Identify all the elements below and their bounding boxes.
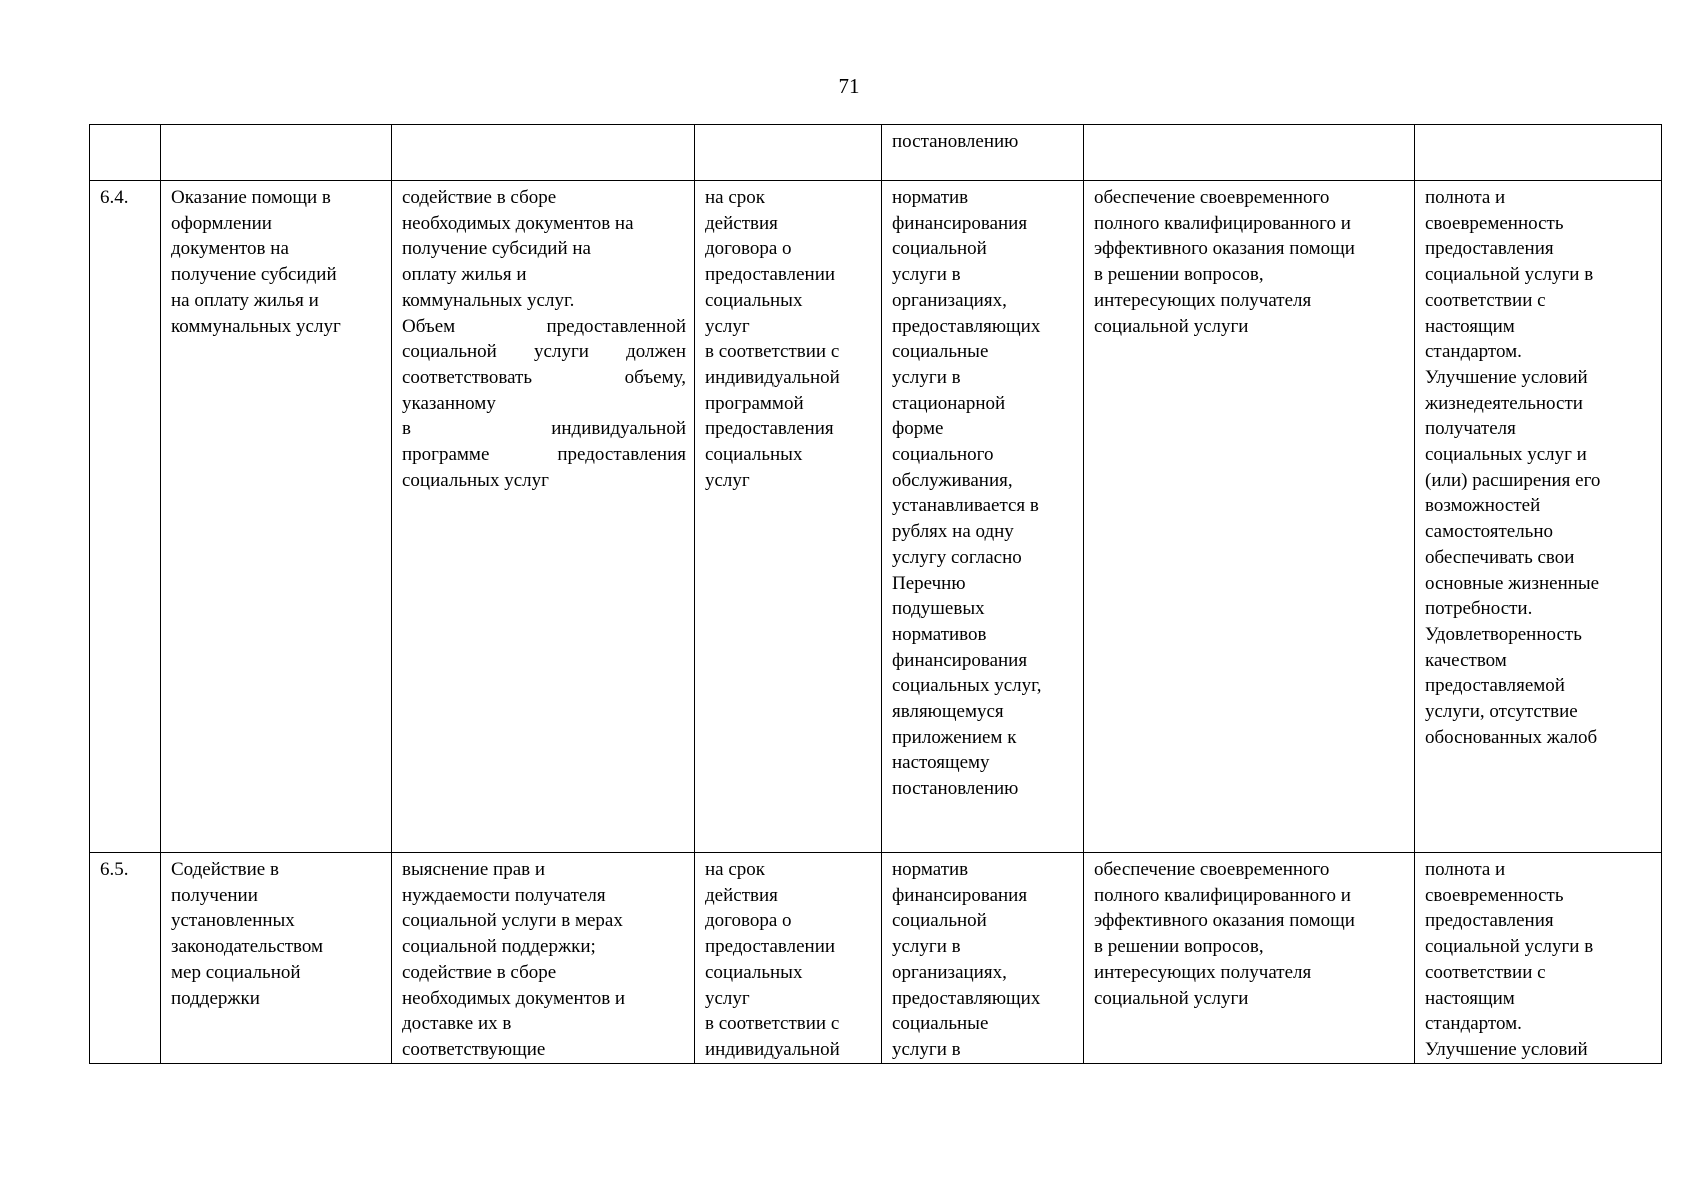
cell-line: получении [171, 884, 258, 906]
cell-line: услуги в [892, 264, 961, 286]
cell-line: Улучшение условий [1425, 366, 1588, 388]
cell-line: Удовлетворенность [1425, 623, 1582, 645]
cell-line: полнота и [1425, 187, 1506, 208]
cell-service-content [392, 853, 695, 1064]
cell-line: документов на [171, 238, 289, 260]
cell-line: соответствовать объему, [402, 366, 686, 388]
cell-line: Объем предоставленной [402, 315, 686, 337]
cell-line: предоставляемой [1425, 675, 1565, 697]
cell-line: в решении вопросов, [1094, 936, 1264, 958]
cell-line: услуги в [892, 936, 961, 958]
cell-line: на оплату жилья и [171, 289, 319, 311]
cell-line: социальных [705, 289, 803, 311]
cell-line: предоставлении [705, 936, 836, 958]
cell-line: интересующих получателя [1094, 289, 1312, 311]
cell-service-content [392, 181, 695, 853]
cell-line: договора о [705, 238, 792, 260]
cell-line: обеспечение своевременного [1094, 859, 1330, 880]
cell-line: предоставления [705, 418, 834, 440]
cell-line: организациях, [892, 289, 1007, 311]
cell-row-number: 6.5. [90, 853, 161, 1064]
cell-line: финансирования [892, 212, 1028, 234]
cell-financing-norm [882, 853, 1084, 1064]
cell-line: финансирования [892, 884, 1028, 906]
cell-line: соответствии с [1425, 289, 1546, 311]
cell-line: услуг [705, 469, 750, 491]
cell-line: услуг [705, 315, 750, 337]
cell-line: социальных [705, 961, 803, 983]
cell-line: необходимых документов и [402, 987, 626, 1009]
cell-line: эффективного оказания помощи [1094, 238, 1355, 260]
cell-line: своевременность [1425, 212, 1564, 234]
cell-line: договора о [705, 910, 792, 932]
cell-line: являющемуся [892, 701, 1004, 723]
cell-line: получателя [1425, 418, 1516, 440]
cell-line: доставке их в [402, 1013, 512, 1035]
cell-line: услуг [705, 987, 750, 1009]
cell-line: норматив [892, 859, 969, 880]
cell-line: финансирования [892, 649, 1028, 671]
cell-line: социальной [892, 238, 987, 260]
cell-line: социальной услуги в мерах [402, 910, 623, 932]
cell-line: возможностей [1425, 495, 1541, 517]
page-number: 71 [838, 74, 860, 98]
cell-line: устанавливается в [892, 495, 1039, 517]
cell-line: индивидуальной [705, 1038, 840, 1060]
cell-line: эффективного оказания помощи [1094, 910, 1355, 932]
cell-line: организациях, [892, 961, 1007, 983]
cell-line: в индивидуальной [402, 418, 686, 440]
cell-line: соответствующие [402, 1038, 546, 1060]
cell-service-name [161, 181, 392, 853]
cell-line: нормативов [892, 623, 987, 645]
cell-line: в соответствии с [705, 1013, 840, 1035]
cell-line: установленных [171, 910, 295, 932]
cell-service-name [161, 125, 392, 181]
cell-quality-indicators [1084, 125, 1415, 181]
cell-line: постановлению [892, 131, 1019, 152]
cell-line: Улучшение условий [1425, 1038, 1588, 1060]
cell-line: поддержки [171, 987, 260, 1009]
cell-line: настоящим [1425, 987, 1515, 1009]
cell-quality-indicators [1084, 181, 1415, 853]
cell-row-number: 6.4. [90, 181, 161, 853]
cell-line: предоставляющих [892, 315, 1041, 337]
table-row [90, 125, 1662, 181]
cell-line: качеством [1425, 649, 1507, 671]
cell-line: стационарной [892, 392, 1006, 414]
table-row [90, 853, 1662, 1064]
cell-line: социальной услуги в [1425, 936, 1594, 958]
cell-line: получение субсидий [171, 264, 337, 286]
cell-line: стандартом. [1425, 1013, 1522, 1035]
cell-line: выяснение прав и [402, 859, 546, 880]
cell-line: соответствии с [1425, 961, 1546, 983]
cell-service-content [392, 125, 695, 181]
cell-line: социальные [892, 341, 989, 363]
cell-line: услугу согласно [892, 546, 1022, 568]
cell-line: обоснованных жалоб [1425, 726, 1598, 748]
cell-line: полного квалифицированного и [1094, 212, 1351, 234]
cell-line: жизнедеятельности [1425, 392, 1583, 414]
cell-line: настоящему [892, 752, 990, 774]
cell-line: социальной услуги в [1425, 264, 1594, 286]
cell-line: коммунальных услуг. [402, 289, 575, 311]
cell-line: в соответствии с [705, 341, 840, 363]
cell-line: потребности. [1425, 598, 1533, 620]
cell-line: услуги в [892, 366, 961, 388]
cell-result-evaluation [1415, 125, 1662, 181]
cell-line: настоящим [1425, 315, 1515, 337]
cell-line: необходимых документов на [402, 212, 634, 234]
cell-line: содействие в сборе [402, 187, 557, 208]
cell-result-evaluation [1415, 181, 1662, 853]
cell-line: индивидуальной [705, 366, 840, 388]
cell-line: форме [892, 418, 944, 440]
cell-line: обслуживания, [892, 469, 1013, 491]
cell-line: действия [705, 212, 778, 234]
cell-line: (или) расширения его [1425, 469, 1601, 491]
cell-financing-norm [882, 125, 1084, 181]
cell-service-term [695, 181, 882, 853]
cell-line: нуждаемости получателя [402, 884, 606, 906]
cell-line: в решении вопросов, [1094, 264, 1264, 286]
cell-line: на срок [705, 187, 766, 208]
cell-line: постановлению [892, 778, 1019, 800]
cell-line: обеспечение своевременного [1094, 187, 1330, 208]
cell-financing-norm [882, 181, 1084, 853]
cell-line: Оказание помощи в [171, 187, 331, 208]
cell-line: социальных услуг, [892, 675, 1042, 697]
cell-line: социальной поддержки; [402, 936, 596, 958]
cell-line: своевременность [1425, 884, 1564, 906]
cell-line: основные жизненные [1425, 572, 1600, 594]
cell-line: программе предоставления [402, 444, 686, 466]
cell-line: оплату жилья и [402, 264, 527, 286]
cell-line: предоставляющих [892, 987, 1041, 1009]
cell-service-term [695, 853, 882, 1064]
cell-line: социального [892, 444, 994, 466]
cell-line: программой [705, 392, 804, 414]
cell-line: рублях на одну [892, 521, 1014, 543]
cell-line: полнота и [1425, 859, 1506, 880]
cell-line: самостоятельно [1425, 521, 1554, 543]
services-table [89, 124, 1662, 1064]
cell-line: услуги, отсутствие [1425, 701, 1578, 723]
cell-line: норматив [892, 187, 969, 208]
cell-line: получение субсидий на [402, 238, 591, 260]
cell-line: коммунальных услуг [171, 315, 341, 337]
cell-line: стандартом. [1425, 341, 1522, 363]
cell-line: социальных услуг и [1425, 444, 1587, 466]
cell-line: социальных [705, 444, 803, 466]
cell-line: на срок [705, 859, 766, 880]
cell-line: Содействие в [171, 859, 279, 880]
cell-line: услуги в [892, 1038, 961, 1060]
table-row [90, 181, 1662, 853]
cell-line: указанному [402, 392, 496, 414]
cell-result-evaluation [1415, 853, 1662, 1064]
cell-line: предоставления [1425, 910, 1554, 932]
cell-line: содействие в сборе [402, 961, 557, 983]
cell-line: социальные [892, 1013, 989, 1035]
cell-line: интересующих получателя [1094, 961, 1312, 983]
cell-line: приложением к [892, 726, 1017, 748]
cell-service-term [695, 125, 882, 181]
cell-line: предоставлении [705, 264, 836, 286]
cell-line: социальной услуги [1094, 987, 1249, 1009]
cell-line: социальных услуг [402, 469, 549, 491]
cell-line: оформлении [171, 212, 272, 234]
cell-line: Перечню [892, 572, 966, 594]
cell-line: полного квалифицированного и [1094, 884, 1351, 906]
cell-line: социальной услуги [1094, 315, 1249, 337]
cell-line: обеспечивать свои [1425, 546, 1575, 568]
cell-quality-indicators [1084, 853, 1415, 1064]
cell-line: социальной услуги должен [402, 341, 686, 363]
cell-line: социальной [892, 910, 987, 932]
cell-row-number [90, 125, 161, 181]
cell-service-name [161, 853, 392, 1064]
cell-line: подушевых [892, 598, 985, 620]
cell-line: действия [705, 884, 778, 906]
cell-line: предоставления [1425, 238, 1554, 260]
cell-line: законодательством [171, 936, 324, 958]
cell-line: мер социальной [171, 961, 301, 983]
